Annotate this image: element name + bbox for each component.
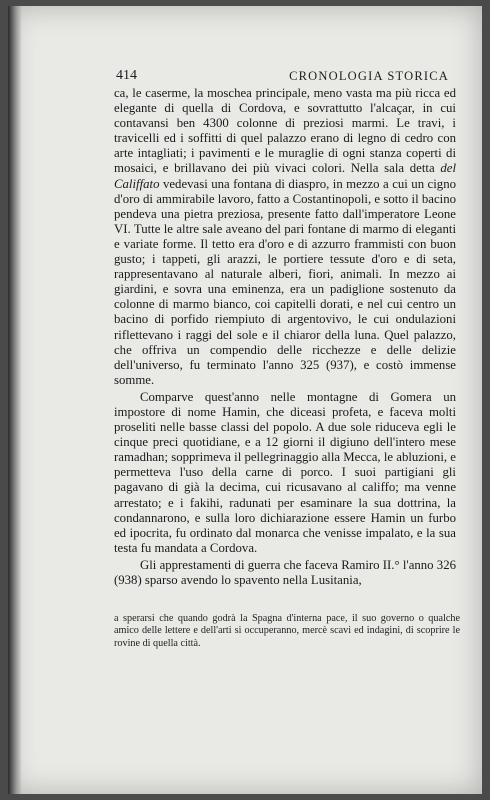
page-gutter-shadow [8, 6, 22, 794]
paragraph-continuation [114, 86, 456, 388]
running-title: CRONOLOGIA STORICA [289, 69, 449, 83]
page-header [116, 68, 461, 84]
paragraph-text-part: ca, le caserme, la moschea principale, meno vasta ma più ricca ed elegante di quella di Cordova, e sovrattutto l'alcaçar, in cui contavansi ben 4300 colonne di preziosi marmi. Le travi, i travicelli ed i soffitti di quel palazzo erano di legno di cedro con arte intagliati; i pavimenti e le muraglie di ogni stanza coperti di mosaici, e brillavano dei più vivaci colori. Nella sala detta [114, 86, 456, 176]
footnote-text: a sperarsi che quando godrà la Spagna d'interna pace, il suo governo o qualche amico delle lettere e dell'arti si occuperanno, mercè scavi ed indagini, di scoprire le rovine di quella città. [114, 613, 460, 649]
paragraph-hamin: Comparve quest'anno nelle montagne di Gomera un impostore di nome Hamin, che diceasi profeta, e faceva molti proseliti nelle basse classi del popolo. A due sole riduceva egli le cinque preci quotidiane, e a 12 giorni il digiuno dell'intero mese ramadhan; sopprimeva il pellegrinaggio alla Mecca, le abluzioni, e permetteva l'uso della carne di porco. I suoi partigiani gli pagavano di già la decima, cui ricusavano al califfo; ma venne arrestato; e i fakihi, radunati per esaminare la sua dottrina, la condannarono, e sulla loro dichiarazione essere Hamin un furbo ed ipocrita, fu ordinato dal monarca che venisse impalato, e la sua testa fu mandata a Cordova. [114, 389, 456, 555]
footnote-block [114, 613, 460, 650]
italic-term: del Califfato [114, 161, 456, 191]
page-number: 414 [116, 68, 137, 83]
main-text [114, 86, 456, 588]
paragraph-text-part: vedevasi una fontana di diaspro, in mezzo a cui un cigno d'oro di ammirabile lavoro, fatto a Costantinopoli, e sotto il bacino pendeva una pietra preziosa, presente fatto dall'imperatore Leone VI. Tutte le altre sale aveano del pari fontane di marmo di eleganti e variate forme. Il tetto era d'oro e di azzurro frammisti con buon gusto; i tappeti, gli arazzi, le portiere tessute d'oro e di seta, rappresentavano al naturale alberi, fiori, animali. In mezzo ai giardini, e sovra una eminenza, era un padiglione sostenuto da colonne di marmo bianco, coi capitelli dorati, e nel cui centro un bacino di porfido riempiuto di argentovivo, le cui ondulazioni riflettevano i raggi del sole e il chiaror della luna. Quel palazzo, che offriva un compendio delle ricchezze e delle delizie dell'universo, fu terminato l'anno 325 (937), e costò immense somme. [114, 176, 456, 387]
book-page [8, 6, 482, 794]
paragraph-ramiro: Gli apprestamenti di guerra che faceva Ramiro II.° l'anno 326 (938) sparso avendo lo spavento nella Lusitania, [114, 557, 456, 587]
